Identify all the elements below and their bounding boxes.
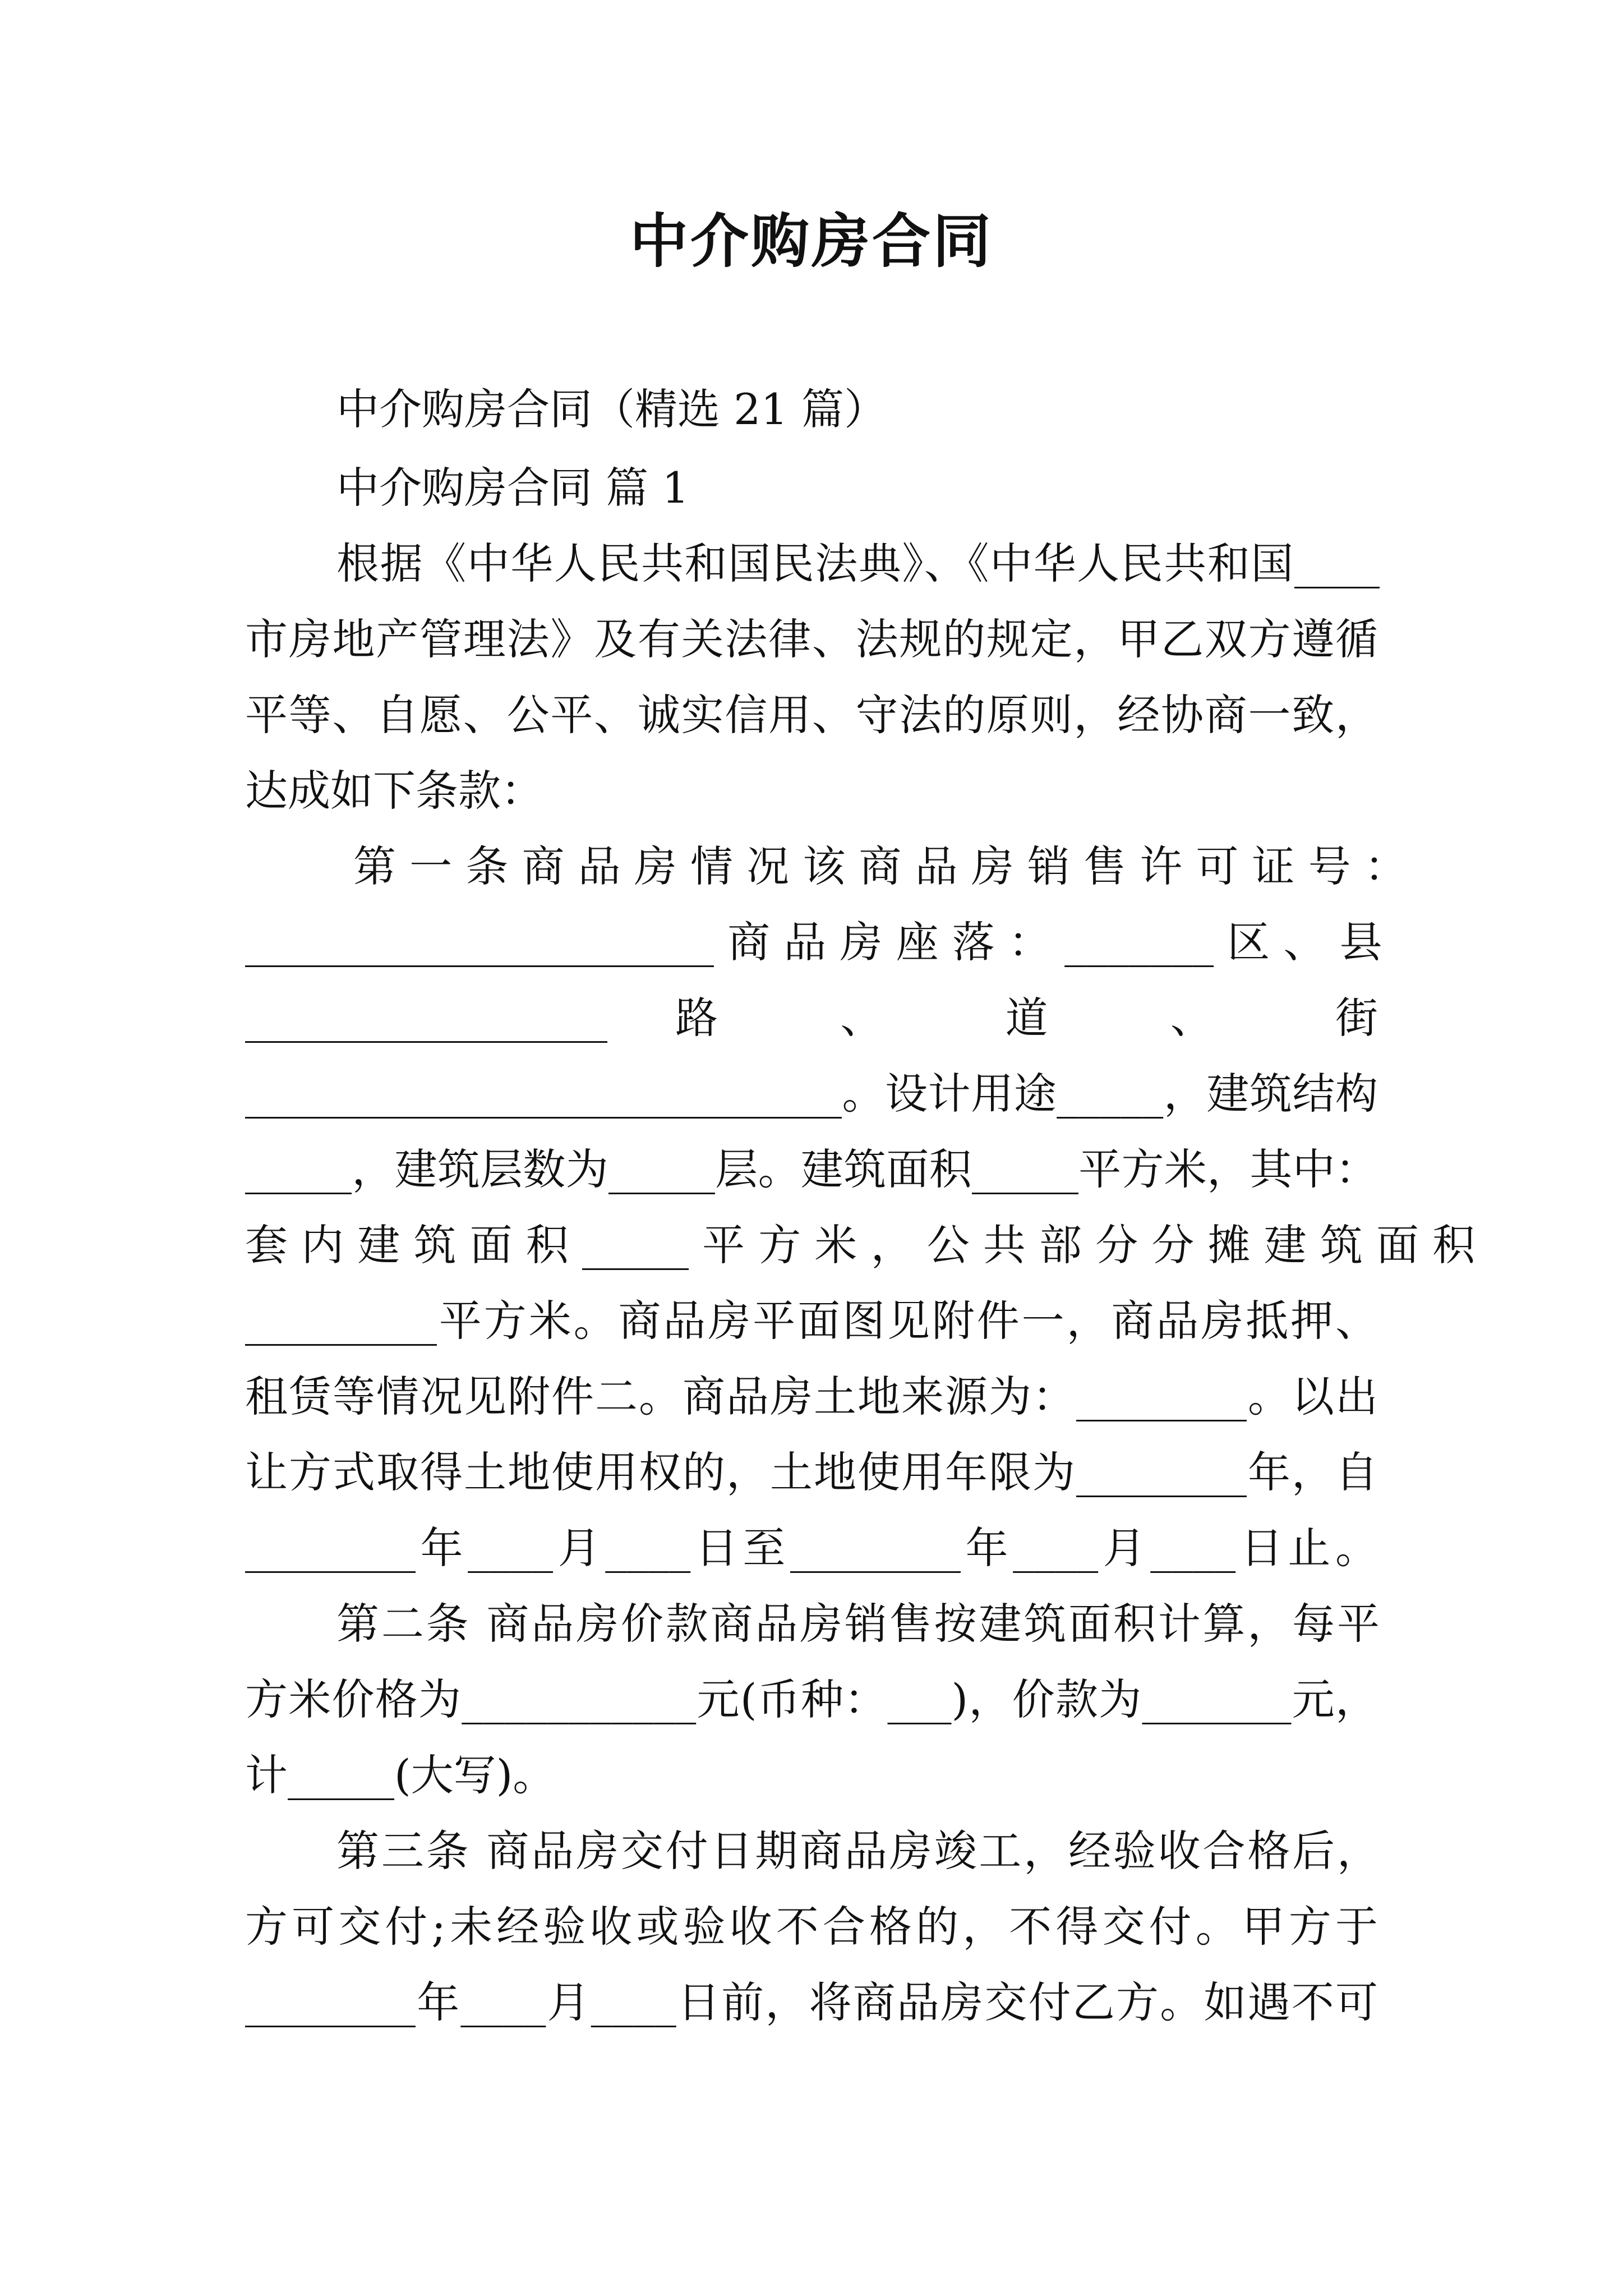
paragraph-line: 让方式取得土地使用权的，土地使用年限为________年，自 bbox=[245, 1447, 1378, 1497]
paragraph-line: _________平方米。商品房平面图见附件一，商品房抵押、 bbox=[245, 1296, 1378, 1346]
paragraph-line: 计_____(大写)。 bbox=[245, 1750, 556, 1800]
paragraph-line: 根据《中华人民共和国民法典》、《中华人民共和国____ bbox=[336, 539, 1380, 588]
paragraph-line: ______________________ 商 品 房 座 落 ： _______ 区 、 县 bbox=[245, 917, 1382, 967]
paragraph-line: ________年____月____日前，将商品房交付乙方。如遇不可 bbox=[245, 1977, 1378, 2027]
paragraph-line: 平等、自愿、公平、诚实信用、守法的原则，经协商一致， bbox=[245, 690, 1378, 740]
paragraph-line: ____________________________。设计用途_____，建筑结构 bbox=[245, 1069, 1378, 1119]
paragraph-line: 第三条 商品房交付日期商品房竣工，经验收合格后， bbox=[336, 1826, 1380, 1876]
paragraph-line: 第 一 条 商 品 房 情 况 该 商 品 房 销 售 许 可 证 号 ： bbox=[353, 841, 1407, 891]
paragraph-line: 方可交付;未经验收或验收不合格的，不得交付。甲方于 bbox=[245, 1902, 1378, 1952]
paragraph-line: ________年____月____日至________年____月____日止。 bbox=[245, 1523, 1378, 1573]
subtitle-line: 中介购房合同（精选 21 篇） bbox=[336, 384, 887, 434]
paragraph-line: _____，建筑层数为_____层。建筑面积_____平方米，其中： bbox=[245, 1144, 1378, 1194]
paragraph-line: 方米价格为___________元(币种：___)，价款为_______元， bbox=[245, 1674, 1378, 1724]
paragraph-line: 套 内 建 筑 面 积 _____ 平 方 米 ， 公 共 部 分 分 摊 建 筑 面 积 bbox=[245, 1220, 1476, 1270]
section-heading: 中介购房合同 篇 1 bbox=[336, 463, 689, 513]
document-title: 中介购房合同 bbox=[629, 206, 993, 275]
paragraph-line: 达成如下条款： bbox=[245, 766, 543, 816]
paragraph-line: _________________ 路 、 道 、 街 bbox=[245, 993, 1378, 1043]
paragraph-line: 第二条 商品房价款商品房销售按建筑面积计算，每平 bbox=[336, 1599, 1380, 1649]
paragraph-line: 市房地产管理法》及有关法律、法规的规定，甲乙双方遵循 bbox=[245, 614, 1378, 664]
paragraph-line: 租赁等情况见附件二。商品房土地来源为：________。以出 bbox=[245, 1372, 1378, 1421]
